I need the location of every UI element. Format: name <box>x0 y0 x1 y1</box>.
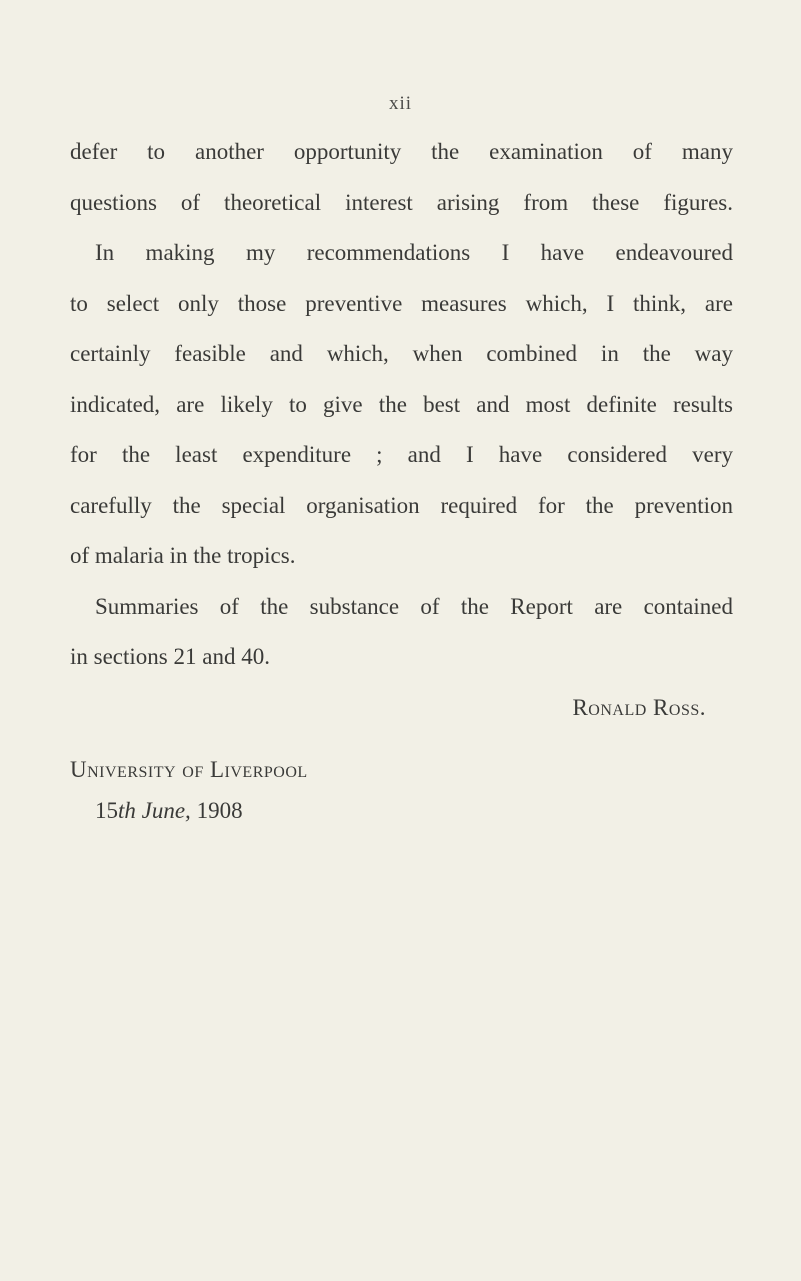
text-line-5: certainly feasible and which, when combined in the way <box>70 341 733 366</box>
affiliation: University of Liverpool <box>70 757 308 782</box>
text-line-8: carefully the special organisation required for the prevention <box>70 493 733 518</box>
text-line-7: for the least expenditure ; and I have considered very <box>70 442 733 467</box>
date-day: 15 <box>95 798 118 823</box>
text-line-6: indicated, are likely to give the best and most definite results <box>70 392 733 417</box>
text-line-4: to select only those preventive measures which, I think, are <box>70 291 733 316</box>
text-line-9: of malaria in the tropics. <box>70 543 296 568</box>
date-year: 1908 <box>196 798 243 823</box>
date-day-suffix: th <box>118 798 136 823</box>
text-line-3: In making my recommendations I have endeavoured <box>95 240 733 265</box>
date-line <box>95 796 243 826</box>
signature: Ronald Ross. <box>572 695 706 720</box>
date-month: June, <box>141 798 191 823</box>
text-line-2: questions of theoretical interest arising from these figures. <box>70 190 733 215</box>
text-line-10: Summaries of the substance of the Report are contained <box>95 594 733 619</box>
text-line-11: in sections 21 and 40. <box>70 644 270 669</box>
page-number: xii <box>388 93 413 114</box>
text-line-1: defer to another opportunity the examination of many <box>70 139 733 164</box>
